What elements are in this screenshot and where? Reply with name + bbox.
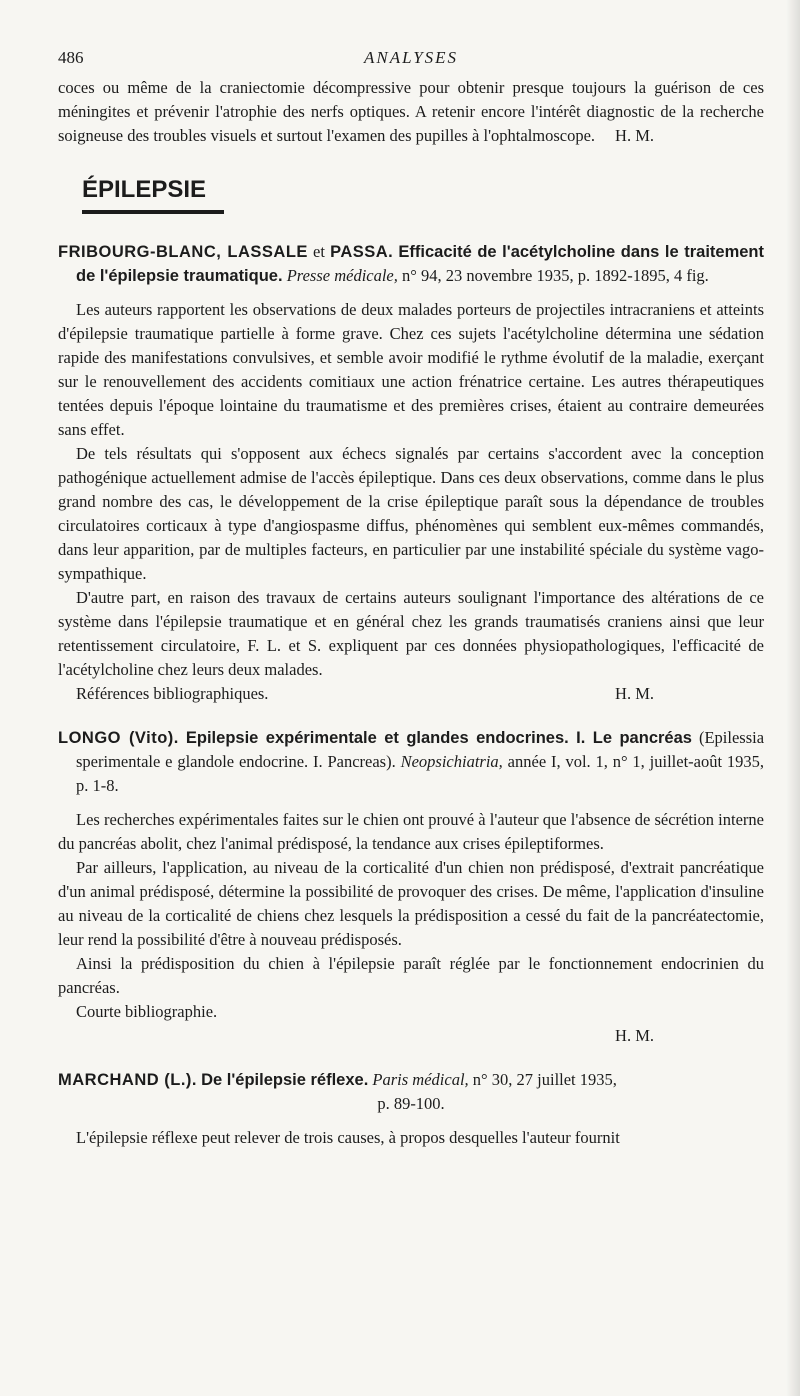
entry-reference: n° 30, 27 juillet 1935, bbox=[472, 1070, 617, 1089]
entry-title: Epilepsie expérimentale et glandes endocrines. I. Le pancréas bbox=[185, 729, 692, 747]
intro-signature: H. M. bbox=[615, 126, 654, 145]
entry-paragraph: Ainsi la prédisposition du chien à l'épilepsie paraît réglée par le fonctionnement endocrinien du pancréas. bbox=[58, 954, 764, 997]
entry-authors: FRIBOURG-BLANC, LASSALE bbox=[58, 243, 308, 261]
entry-paragraph: De tels résultats qui s'opposent aux échecs signalés par certains s'accordent avec la conception pathogénique actuellement admise de l'accès épileptique. Dans ces deux observations, comme dans le plus grand nombre des cas, le développement de la crise épileptique paraît sous la dépendance de troubles circulatoires corticaux à type d'angiospasme diffus, phénomènes qui semblent eux-mêmes commandés, dans leur apparition, par de multiples facteurs, en particulier par une instabilité spéciale du système vago-sympathique. bbox=[58, 444, 764, 583]
entry-journal: Neopsichiatria, bbox=[400, 752, 503, 771]
intro-block bbox=[58, 76, 764, 148]
section-title: ÉPILEPSIE bbox=[82, 176, 207, 203]
entry-heading bbox=[58, 240, 764, 288]
page-number: 486 bbox=[58, 48, 84, 67]
entry-authors: LONGO (Vito). bbox=[58, 729, 179, 747]
entry-title: De l'épilepsie réflexe. bbox=[201, 1071, 369, 1089]
entry-pages: p. 89-100. bbox=[377, 1094, 445, 1113]
entry-paragraph: Par ailleurs, l'application, au niveau de la corticalité d'un chien non prédisposé, d'extrait pancréatique d'un animal prédisposé, détermine la possibilité de provoquer des crises. De même, l'application d'insuline au niveau de la corticalité de chiens chez lesquels la prédisposition a cessé du fait de la pancréatectomie, leur rend la possibilité d'être à nouveau prédisposés. bbox=[58, 858, 764, 949]
entry-reference: n° 94, 23 novembre 1935, p. 1892-1895, 4 fig. bbox=[402, 266, 709, 285]
entry-signature: H. M. bbox=[615, 1026, 654, 1045]
entry-closing: Références bibliographiques. bbox=[76, 684, 269, 703]
entry-paragraph: L'épilepsie réflexe peut relever de trois causes, à propos desquelles l'auteur fournit bbox=[76, 1128, 620, 1147]
entry-paragraph: Les auteurs rapportent les observations de deux malades porteurs de projectiles intracraniens et atteints d'épilepsie traumatique partielle à forme grave. Chez ces sujets l'acétylcholine détermina une sédation rapide des manifestations convulsives, et semble avoir modifié le rythme évolutif de la maladie, exerçant sur le renouvellement des accidents comitiaux une action frénatrice certaine. Les autres thérapeutiques tentées depuis l'époque lointaine du traumatisme et des premières crises, étaient au contraire demeurées sans effet. bbox=[58, 300, 764, 439]
entry-journal: Presse médicale, bbox=[286, 266, 398, 285]
entry-journal: Paris médical, bbox=[372, 1070, 469, 1089]
entry-title: Efficacité de l'acétylcholine dans le traitement de l'épilepsie traumatique. bbox=[76, 243, 765, 285]
entry-paragraph: Les recherches expérimentales faites sur le chien ont prouvé à l'auteur que l'absence de sécrétion interne du pancréas abolit, chez l'animal prédisposé, la tendance aux crises épileptiformes. bbox=[58, 810, 764, 853]
entry-original-title: (Epilessia sperimentale e glandole endocrine. I. Pancreas). bbox=[76, 728, 765, 771]
entry-authors: PASSA. bbox=[330, 243, 394, 261]
intro-text: coces ou même de la craniectomie décompressive pour obtenir presque toujours la guérison de ces méningites et prévenir l'atrophie des nerfs optiques. A retenir encore l'intérêt diagnostic de la recherche soigneuse des troubles visuels et surtout l'examen des pupilles à l'ophtalmoscope. bbox=[58, 78, 764, 145]
page-header bbox=[58, 46, 764, 76]
entry-heading bbox=[58, 726, 764, 798]
entry-paragraph: D'autre part, en raison des travaux de certains auteurs soulignant l'importance des altérations de ce système dans l'épilepsie traumatique et en général chez les grands traumatisés craniens ainsi que leur retentissement circulatoire, F. L. et S. expliquent par ces données physiopathologiques, l'efficacité de l'acétylcholine chez leurs deux malades. bbox=[58, 588, 764, 679]
page-edge-shadow bbox=[786, 0, 800, 1396]
entry-reference: année I, vol. 1, n° 1, juillet-août 1935, p. 1-8. bbox=[76, 752, 765, 795]
entry-authors-joiner: et bbox=[307, 242, 331, 261]
entry-authors: MARCHAND (L.). bbox=[58, 1071, 197, 1089]
entry-closing: Courte bibliographie. bbox=[76, 1002, 218, 1021]
entry-closing-line bbox=[58, 682, 764, 706]
running-title: ANALYSES bbox=[363, 48, 459, 67]
entry-heading bbox=[58, 1068, 764, 1092]
entry-signature: H. M. bbox=[615, 684, 654, 703]
